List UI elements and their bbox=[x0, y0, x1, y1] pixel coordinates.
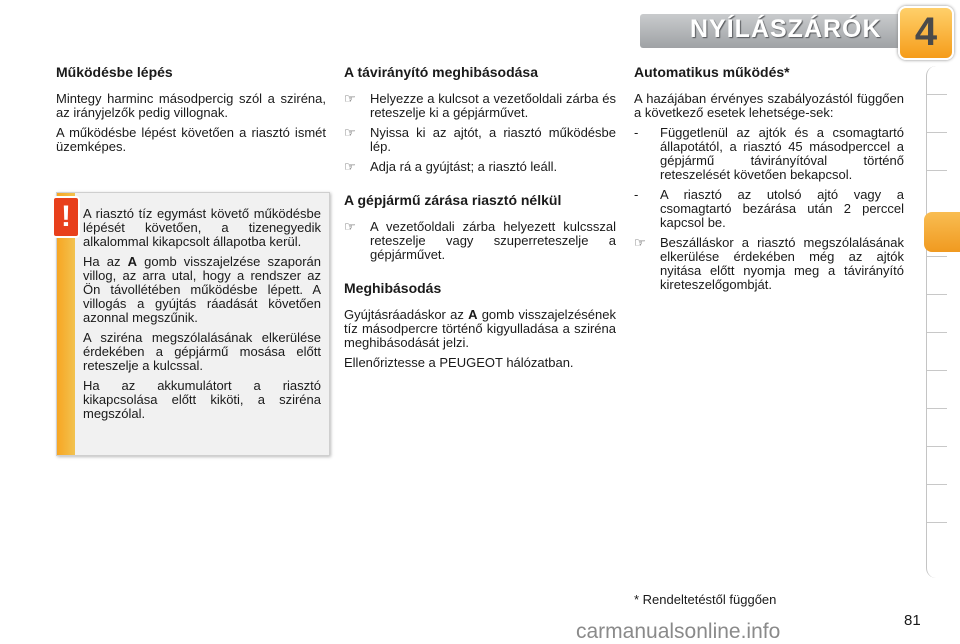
chapter-tabs bbox=[926, 66, 960, 578]
dash-marker: - bbox=[634, 125, 639, 140]
watermark: carmanualsonline.info bbox=[576, 620, 781, 643]
tab-divider bbox=[927, 256, 947, 257]
footnote: * Rendeltetéstől függően bbox=[634, 592, 777, 607]
column-automatic bbox=[634, 64, 904, 298]
list-item bbox=[634, 236, 904, 292]
hand-pointer-icon: ☞ bbox=[344, 159, 356, 174]
text-span: gomb visszajelzése szaporán villog, az arra utal, hogy a rendszer az Ön távollétében működésbe lépett. A villogás a gyújtás ráadását követően azonnal megszűnik. bbox=[83, 254, 321, 325]
warning-exclamation-icon: ! bbox=[52, 196, 80, 238]
chapter-number: 4 bbox=[914, 10, 938, 54]
paragraph bbox=[344, 308, 616, 350]
chapter-badge bbox=[898, 6, 954, 60]
list-item-text: A riasztó az utolsó ajtó vagy a csomagtartó bezárása után 2 perccel kapcsol be. bbox=[660, 187, 904, 230]
tab-divider bbox=[927, 522, 947, 523]
page-title: NYÍLÁSZÁRÓK bbox=[690, 15, 882, 43]
hand-pointer-icon: ☞ bbox=[344, 91, 356, 106]
hand-pointer-icon: ☞ bbox=[634, 235, 646, 250]
tab-divider bbox=[927, 332, 947, 333]
text-span: Ha az bbox=[83, 254, 128, 269]
list-item bbox=[634, 188, 904, 230]
column-remote bbox=[344, 64, 616, 376]
list-item bbox=[634, 126, 904, 182]
tab-divider bbox=[927, 94, 947, 95]
tab-divider bbox=[927, 370, 947, 371]
active-chapter-tab bbox=[924, 212, 960, 252]
heading-automatic: Automatikus működés* bbox=[634, 64, 790, 80]
tab-divider bbox=[927, 484, 947, 485]
list-item bbox=[344, 126, 616, 154]
heading-remote-failure: A távirányító meghibásodása bbox=[344, 64, 538, 80]
paragraph: Ellenőriztesse a PEUGEOT hálózatban. bbox=[344, 355, 574, 370]
paragraph: Mintegy harminc másodpercig szól a sziréna, az irányjelzők pedig villognak. bbox=[56, 91, 326, 120]
list-item-text: Függetlenül az ajtók és a csomagtartó állapotától, a riasztó 45 másodperccel a gépjármű távirányítóval történő reteszelését követően bekapcsol. bbox=[660, 125, 904, 182]
list-item-text: A vezetőoldali zárba helyezett kulcsszal reteszelje vagy szuperreteszelje a gépjárművet. bbox=[370, 219, 616, 262]
warning-box bbox=[56, 192, 330, 456]
list-item bbox=[344, 92, 616, 120]
heading-malfunction: Meghibásodás bbox=[344, 280, 442, 296]
text-span: gomb visszajelzésének tíz másodpercre történő kigyulladása a sziréna meghibásodását jelzi. bbox=[344, 307, 616, 350]
warning-text bbox=[83, 207, 321, 427]
warning-paragraph: A riasztó tíz egymást követő működésbe lépését követően, a tizenegyedik alkalommal kikapcsolt állapotba kerül. bbox=[83, 206, 321, 249]
button-label-a: A bbox=[127, 254, 138, 269]
text-span: Gyújtásráadáskor az bbox=[344, 307, 469, 322]
heading-lock-without-alarm: A gépjármű zárása riasztó nélkül bbox=[344, 192, 562, 208]
list-item bbox=[344, 220, 616, 262]
paragraph: A működésbe lépést követően a riasztó ismét üzemképes. bbox=[56, 125, 326, 154]
paragraph: A hazájában érvényes szabályozástól függően a következő esetek lehetsége-sek: bbox=[634, 91, 904, 120]
warning-paragraph: A sziréna megszólalásának elkerülése érdekében a gépjármű mosása előtt reteszelje a kulcssal. bbox=[83, 330, 321, 373]
hand-pointer-icon: ☞ bbox=[344, 125, 356, 140]
column-activation bbox=[56, 64, 326, 160]
button-label-a: A bbox=[468, 307, 478, 322]
warning-paragraph: Ha az akkumulátort a riasztó kikapcsolása előtt kiköti, a sziréna megszólal. bbox=[83, 378, 321, 421]
tab-divider bbox=[927, 408, 947, 409]
tab-divider bbox=[927, 170, 947, 171]
heading-activation: Működésbe lépés bbox=[56, 64, 173, 80]
tab-divider bbox=[927, 132, 947, 133]
dash-marker: - bbox=[634, 187, 639, 202]
page-number: 81 bbox=[904, 612, 921, 629]
list-item-text: Nyissa ki az ajtót, a riasztó működésbe lép. bbox=[370, 125, 616, 154]
tab-divider bbox=[927, 446, 947, 447]
hand-pointer-icon: ☞ bbox=[344, 219, 356, 234]
list-item bbox=[344, 160, 616, 174]
list-item-text: Adja rá a gyújtást; a riasztó leáll. bbox=[370, 159, 558, 174]
tab-divider bbox=[927, 294, 947, 295]
list-item-text: Helyezze a kulcsot a vezetőoldali zárba és reteszelje ki a gépjárművet. bbox=[370, 91, 616, 120]
warning-paragraph bbox=[83, 255, 321, 325]
list-item-text: Beszálláskor a riasztó megszólalásának elkerülése érdekében még az ajtók nyitása előtt nyomja meg a távirányító kireteszelőgombját. bbox=[660, 235, 904, 292]
